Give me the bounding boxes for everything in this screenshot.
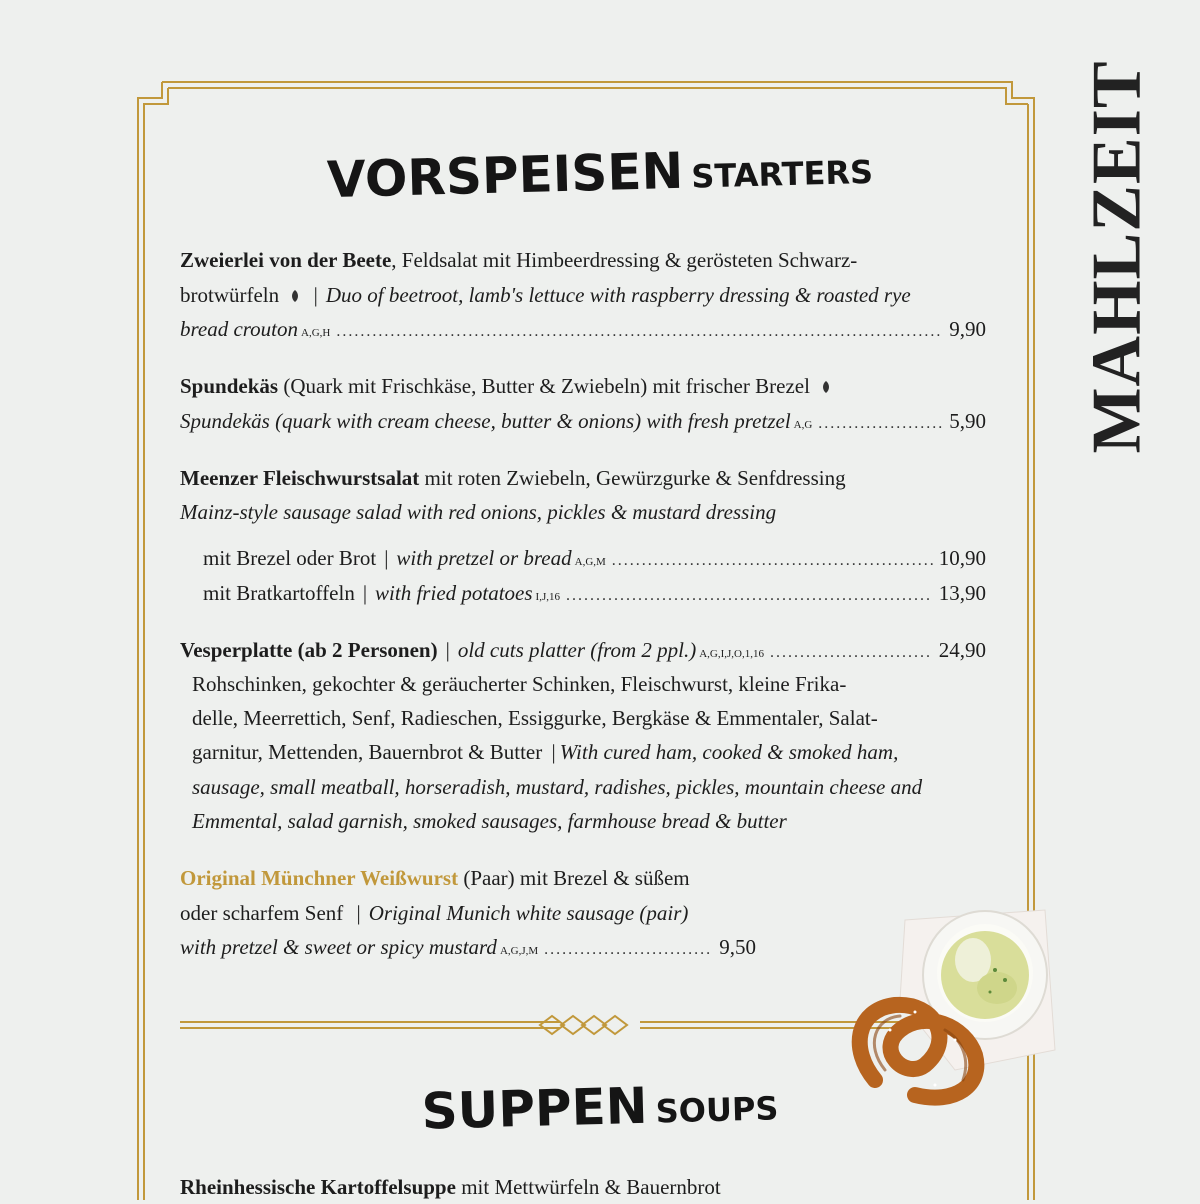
item-price: 9,50 — [719, 935, 756, 959]
option-label: mit Brezel oder Brot — [203, 546, 377, 570]
menu-item-weisswurst-price-row — [180, 930, 756, 968]
allergen-codes: A,G,J,M — [499, 945, 539, 957]
menu-item-potato-soup — [180, 1170, 721, 1204]
menu-item-sausage-salad — [180, 461, 846, 495]
allergen-codes: A,G,M — [574, 556, 606, 568]
item-translation: Duo of beetroot, lamb's lettuce with raspberry dressing & roasted rye — [325, 283, 911, 307]
option-label: mit Bratkartoffeln — [203, 581, 355, 605]
brand-logo: MAHLZEIT — [1079, 59, 1157, 454]
item-name: Spundekäs — [180, 374, 279, 398]
item-price: 10,90 — [938, 546, 986, 570]
dot-leader — [544, 933, 713, 967]
item-description: delle, Meerrettich, Senf, Radieschen, Essiggurke, Bergkäse & Emmentaler, Salat- — [192, 706, 878, 730]
item-name: Vesperplatte (ab 2 Personen) — [180, 638, 438, 662]
dot-leader — [612, 544, 933, 578]
section-title: SUPPEN — [420, 1076, 649, 1141]
allergen-codes: A,G,H — [301, 327, 331, 339]
menu-item-weisswurst-line2 — [180, 896, 688, 930]
item-translation: with pretzel & sweet or spicy mustard — [180, 935, 497, 959]
item-description: oder scharfem Senf — [180, 901, 344, 925]
item-translation: With cured ham, cooked & smoked ham, — [559, 740, 899, 764]
item-name: Zweierlei von der Beete — [180, 248, 392, 272]
item-translation: Spundekäs (quark with cream cheese, butter & onions) with fresh pretzel — [180, 409, 791, 433]
item-description-text: garnitur, Mettenden, Bauernbrot & Butter — [192, 740, 543, 764]
menu-item-beetroot-line2 — [180, 278, 911, 312]
section-title: VORSPEISEN — [326, 141, 684, 210]
item-price: 13,90 — [938, 581, 986, 605]
menu-item-weisswurst — [180, 861, 690, 895]
separator: | — [551, 740, 556, 764]
item-description: Rohschinken, gekochter & geräucherter Schinken, Fleischwurst, kleine Frika- — [192, 672, 847, 696]
menu-item-spundekaes — [180, 369, 831, 403]
separator: | — [445, 638, 450, 662]
dot-leader — [818, 407, 943, 441]
separator: | — [384, 546, 389, 570]
item-name: Original Münchner Weißwurst — [180, 866, 459, 890]
dot-leader — [566, 579, 933, 613]
separator: | — [356, 901, 361, 925]
item-translation: Emmental, salad garnish, smoked sausages, farmhouse bread & butter — [192, 809, 787, 833]
menu-item-beetroot — [180, 243, 857, 277]
item-name: Meenzer Fleischwurstsalat — [180, 466, 420, 490]
menu-item-beetroot-price-row — [180, 312, 986, 350]
separator: | — [313, 283, 318, 307]
allergen-codes: A,G,I,J,O,1,16 — [699, 648, 764, 660]
item-price: 5,90 — [949, 409, 986, 433]
item-price: 24,90 — [938, 638, 986, 662]
menu-item-option — [203, 541, 986, 579]
dot-leader — [336, 315, 943, 349]
option-translation: with pretzel or bread — [396, 546, 572, 570]
leaf-icon — [821, 380, 831, 394]
section-subtitle: STARTERS — [690, 152, 874, 196]
item-description: (Paar) mit Brezel & süßem — [458, 866, 690, 890]
leaf-icon — [290, 289, 300, 303]
item-price: 9,90 — [949, 317, 986, 341]
item-description: mit Mettwürfeln & Bauernbrot — [455, 1175, 721, 1199]
item-translation: sausage, small meatball, horseradish, mustard, radishes, pickles, mountain cheese and — [192, 775, 923, 799]
item-translation: old cuts platter (from 2 ppl.) — [457, 638, 697, 662]
menu-item-spundekaes-price-row — [180, 404, 986, 442]
menu-item-sausage-salad-translation — [180, 495, 776, 529]
item-description: mit roten Zwiebeln, Gewürzgurke & Senfdressing — [419, 466, 846, 490]
item-description: , Feldsalat mit Himbeerdressing & gerösteten Schwarz- — [391, 248, 858, 272]
separator: | — [362, 581, 368, 605]
option-translation: with fried potatoes — [375, 581, 533, 605]
item-description: brotwürfeln — [180, 283, 280, 307]
dot-leader — [770, 636, 933, 670]
item-description — [192, 735, 898, 769]
item-translation: bread crouton — [180, 317, 299, 341]
menu-item-platter — [180, 633, 986, 671]
item-name: Rheinhessische Kartoffelsuppe — [180, 1175, 456, 1199]
allergen-codes: I,J,16 — [535, 591, 560, 603]
item-translation: Original Munich white sausage (pair) — [368, 901, 689, 925]
item-translation: Mainz-style sausage salad with red onions, pickles & mustard dressing — [180, 500, 777, 524]
item-description: (Quark mit Frischkäse, Butter & Zwiebeln) mit frischer Brezel — [278, 374, 810, 398]
menu-item-option — [203, 576, 986, 614]
section-subtitle: SOUPS — [655, 1089, 779, 1131]
allergen-codes: A,G — [793, 419, 813, 431]
